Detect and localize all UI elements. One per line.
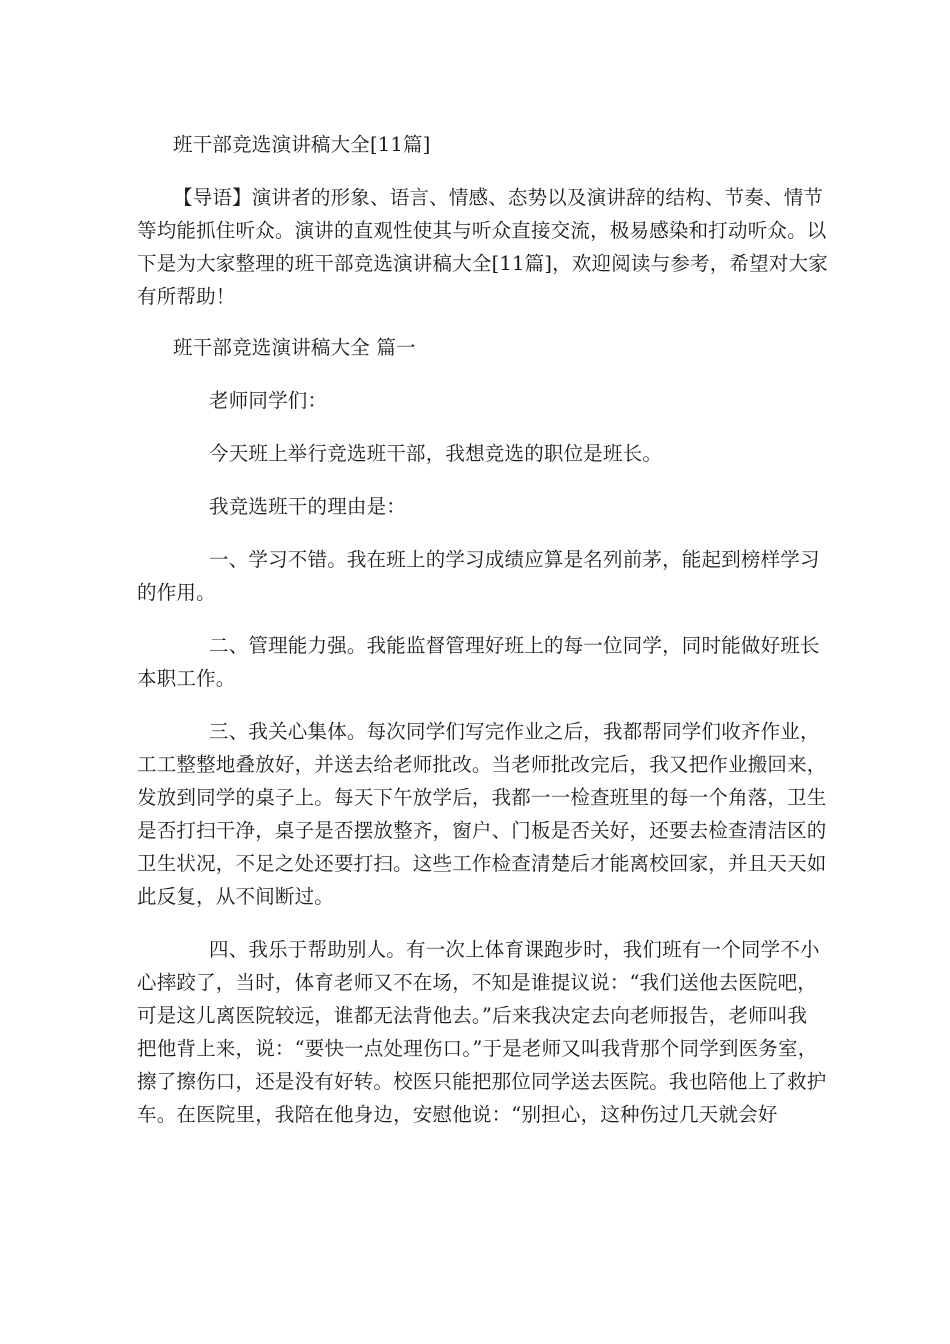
guide-line: 【导语】演讲者的形象、语言、情感、态势以及演讲辞的结构、节奏、情节 bbox=[173, 186, 824, 209]
guide-paragraph bbox=[137, 181, 828, 313]
paragraph-line: 三、我关心集体。每次同学们写完作业之后，我都帮同学们收齐作业， bbox=[209, 720, 820, 743]
paragraph-line: 可是这儿离医院较远，谁都无法背他去。”后来我决定去向老师报告，老师叫我 bbox=[137, 1004, 808, 1027]
paragraph-line: 的作用。 bbox=[137, 581, 216, 604]
paragraph-line: 此反复，从不间断过。 bbox=[137, 885, 335, 908]
paragraph-line: 工工整整地叠放好，并送去给老师批改。当老师批改完后，我又把作业搬回来， bbox=[137, 753, 827, 776]
document-page bbox=[137, 128, 828, 1151]
paragraph-line: 本职工作。 bbox=[137, 667, 236, 690]
reason-3-paragraph bbox=[137, 715, 827, 913]
paragraph-line: 是否打扫干净，桌子是否摆放整齐，窗户、门板是否关好，还要去检查清洁区的 bbox=[137, 819, 827, 842]
paragraph-line: 卫生状况，不足之处还要打扫。这些工作检查清楚后才能离校回家，并且天天如 bbox=[137, 852, 827, 875]
guide-line: 有所帮助！ bbox=[137, 285, 236, 308]
paragraph-line: 擦了擦伤口，还是没有好转。校医只能把那位同学送去医院。我也陪他上了救护 bbox=[137, 1070, 827, 1093]
greeting-paragraph bbox=[137, 384, 823, 417]
paragraph-line: 四、我乐于帮助别人。有一次上体育课跑步时，我们班有一个同学不小 bbox=[209, 938, 820, 961]
reason-1-paragraph bbox=[137, 543, 823, 609]
paragraph-line: 一、学习不错。我在班上的学习成绩应算是名列前茅，能起到榜样学习 bbox=[209, 548, 820, 571]
document-title: 班干部竞选演讲稿大全[11篇] bbox=[173, 133, 431, 156]
guide-line: 等均能抓住听众。演讲的直观性使其与听众直接交流，极易感染和打动听众。以 bbox=[137, 219, 827, 242]
reason-4-paragraph bbox=[137, 933, 827, 1131]
paragraph-line: 发放到同学的桌子上。每天下午放学后，我都一一检查班里的每一个角落，卫生 bbox=[137, 786, 827, 809]
guide-line: 下是为大家整理的班干部竞选演讲稿大全[11篇]，欢迎阅读与参考，希望对大家 bbox=[137, 252, 828, 275]
section-heading: 班干部竞选演讲稿大全 篇一 bbox=[173, 336, 416, 359]
paragraph-line: 把他背上来，说：“要快一点处理伤口。”于是老师又叫我背那个同学到医务室， bbox=[137, 1037, 818, 1060]
paragraph-line: 心摔跤了，当时，体育老师又不在场，不知是谁提议说：“我们送他去医院吧， bbox=[137, 971, 817, 994]
reason-intro-paragraph bbox=[137, 490, 823, 523]
reason-intro-line: 我竞选班干的理由是： bbox=[209, 495, 407, 518]
reason-2-paragraph bbox=[137, 629, 823, 695]
greeting-line: 老师同学们： bbox=[209, 389, 328, 412]
intro-line: 今天班上举行竞选班干部，我想竞选的职位是班长。 bbox=[209, 442, 663, 465]
paragraph-line: 二、管理能力强。我能监督管理好班上的每一位同学，同时能做好班长 bbox=[209, 634, 820, 657]
paragraph-line: 车。在医院里，我陪在他身边，安慰他说：“别担心，这种伤过几天就会好 bbox=[137, 1103, 778, 1126]
intro-paragraph bbox=[137, 437, 823, 470]
